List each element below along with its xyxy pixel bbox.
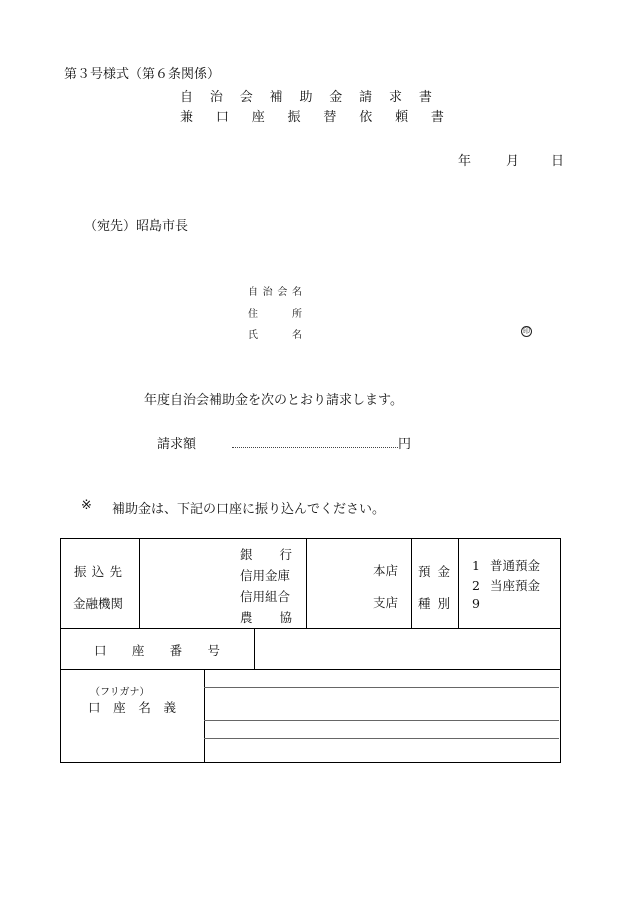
row-divider: [60, 628, 560, 629]
furigana-label: （フリガナ）: [90, 687, 150, 698]
deposit-type-label: 預 金: [418, 564, 450, 579]
col-divider: [458, 538, 459, 628]
addressee: （宛先）昭島市長: [84, 219, 189, 234]
col-divider: [254, 628, 255, 669]
address-label: 住 所: [248, 309, 302, 320]
amount-label: 請求額: [157, 437, 197, 452]
deposit-type-label: 種 別: [418, 596, 450, 611]
seal-icon: 印: [523, 327, 530, 335]
date-day-label: 日: [551, 154, 565, 169]
amount-unit: 円: [398, 437, 412, 452]
deposit-option-ordinary[interactable]: 1 普通預金: [472, 558, 540, 573]
branch-sub[interactable]: 支店: [373, 595, 399, 610]
institution-credit-union[interactable]: 信用組合: [240, 589, 291, 604]
amount-input[interactable]: [232, 432, 398, 448]
col-divider: [411, 538, 412, 628]
col-divider: [306, 538, 307, 628]
name-line: [204, 720, 559, 721]
deposit-option-other[interactable]: 9: [472, 596, 480, 611]
date-year-label: 年: [458, 154, 472, 169]
row-divider: [60, 669, 560, 670]
account-name-input[interactable]: [206, 688, 558, 719]
account-number-label: 口 座 番 号: [94, 643, 220, 658]
assoc-name-label: 自 治 会 名: [248, 287, 302, 298]
form-title: 自 治 会 補 助 金 請 求 書: [180, 90, 432, 105]
bank-header-sublabel: 金融機関: [73, 596, 124, 611]
form-subtitle: 兼 口 座 振 替 依 頼 書: [180, 110, 444, 125]
bank-header-label: 振 込 先: [74, 564, 122, 579]
form-number: 第３号様式（第６条関係）: [64, 67, 221, 82]
date-month-label: 月: [506, 154, 520, 169]
note-mark: ※: [81, 498, 92, 513]
institution-credit-bank[interactable]: 信用金庫: [240, 568, 291, 583]
request-statement: 年度自治会補助金を次のとおり請求します。: [144, 393, 403, 408]
institution-agri-coop[interactable]: 農 協: [240, 610, 292, 625]
deposit-option-current[interactable]: 2 当座預金: [472, 578, 540, 593]
note-text: 補助金は、下記の口座に振り込んでください。: [112, 502, 386, 517]
account-number-input[interactable]: [256, 630, 558, 668]
branch-main[interactable]: 本店: [373, 563, 399, 578]
furigana-line: [204, 738, 559, 739]
col-divider: [139, 538, 140, 628]
account-name-label: 口 座 名 義: [88, 700, 176, 715]
name-label: 氏 名: [248, 330, 302, 341]
institution-bank[interactable]: 銀 行: [240, 547, 292, 562]
col-divider: [204, 669, 205, 762]
